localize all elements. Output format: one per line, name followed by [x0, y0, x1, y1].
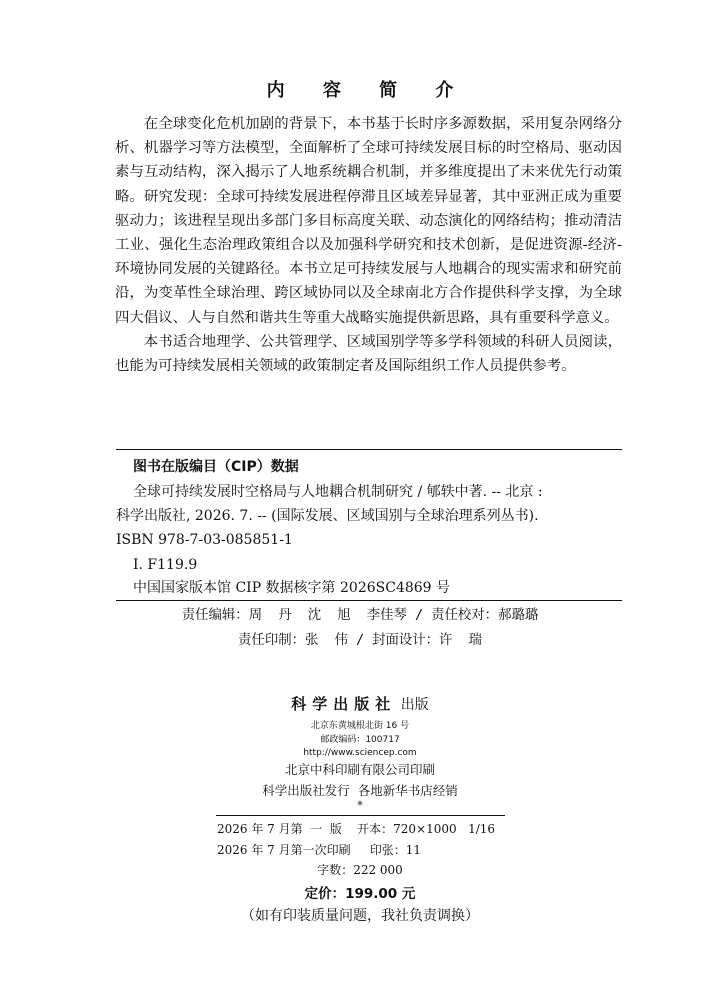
- summary-paragraph: 在全球变化危机加剧的背景下，本书基于长时序多源数据，采用复杂网络分析、机器学习等方法模型，全面解析了全球可持续发展目标的时空格局、驱动因素与互动结构，深入揭示了人地系统耦合机制，并多维度提出了未来优先行动策略。研究发现：全球可持续发展进程停滞且区域差异显著，其中亚洲正成为重要驱动力；该进程呈现出多部门多目标高度关联、动态演化的网络结构；推动清洁工业、强化生态治理政策组合以及加强科学研究和技术创新，是促进资源-经济-环境协同发展的关键路径。本书立足可持续发展与人地耦合的现实需求和研究前沿，为变革性全球治理、跨区域协同以及全球南北方合作提供科学支撑，为全球四大倡议、人与自然和谐共生等重大战略实施提供新思路，具有重要科学意义。: [115, 116, 622, 326]
- publisher-website: http://www.sciencep.com: [303, 748, 417, 758]
- printing-line: 2026 年 7 月第一次印刷 印张：11: [217, 843, 421, 857]
- edition-line: 2026 年 7 月第 一 版 开本：720×1000 1/16: [217, 822, 496, 836]
- quality-notice: （如有印装质量问题，我社负责调换）: [241, 908, 479, 924]
- publisher-postcode: 邮政编码：100717: [320, 735, 400, 745]
- cip-record-number: 中国国家版本馆 CIP 数据核字第 2026SC4869 号: [133, 580, 451, 596]
- publisher-suffix: 出版: [400, 697, 429, 713]
- price: 定价：199.00 元: [304, 886, 416, 902]
- cip-publisher-line: 科学出版社, 2026. 7. -- (国际发展、区域国别与全球治理系列丛书).: [116, 508, 539, 524]
- production-credits: 责任印制：张 伟 / 封面设计：许 瑞: [238, 633, 482, 648]
- publisher-line: [0, 693, 720, 714]
- editor-credits: 责任编辑：周 丹 沈 旭 李佳琴 / 责任校对：郝璐璐: [181, 608, 539, 623]
- summary-heading: 内 容 简 介: [266, 80, 470, 101]
- printer-line: 北京中科印刷有限公司印刷: [284, 762, 435, 777]
- word-count: 字数：222 000: [317, 863, 403, 877]
- cip-bottom-rule: [116, 600, 622, 601]
- cip-isbn: ISBN 978-7-03-085851-1: [116, 532, 293, 548]
- summary-paragraph: 本书适合地理学、公共管理学、区域国别学等多学科领域的科研人员阅读，也能为可持续发展相关领域的政策制定者及国际组织工作人员提供参考。: [115, 333, 622, 375]
- cip-title-line: 全球可持续发展时空格局与人地耦合机制研究 / 郇轶中著. -- 北京 :: [133, 484, 543, 500]
- separator-star: *: [357, 799, 363, 812]
- publisher-address: 北京东黄城根北街 16 号: [310, 721, 410, 731]
- cip-heading: 图书在版编目（CIP）数据: [133, 459, 299, 475]
- spec-rule: [216, 815, 505, 816]
- cip-classification: Ⅰ. F119.9: [133, 557, 198, 573]
- distribution-line: 科学出版社发行 各地新华书店经销: [262, 783, 458, 798]
- publisher-brand: 科学出版社: [291, 695, 397, 713]
- cip-top-rule: [116, 449, 622, 450]
- summary-body: [115, 112, 622, 378]
